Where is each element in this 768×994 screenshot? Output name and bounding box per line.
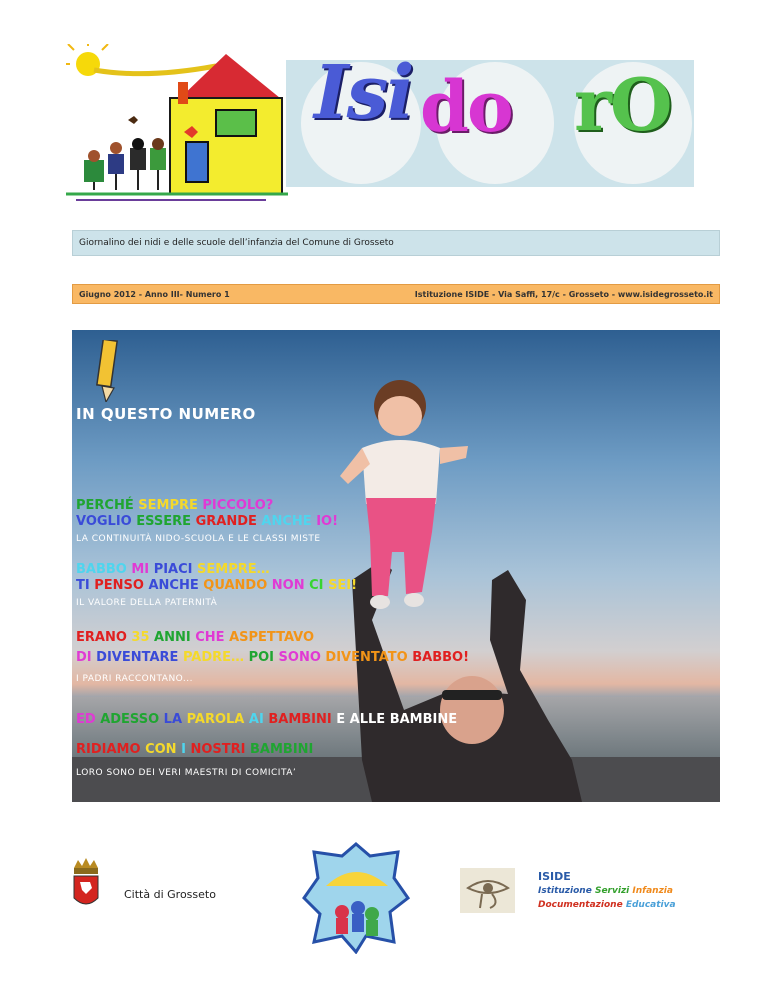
- word: ESSERE: [136, 514, 192, 529]
- word: CHE: [195, 630, 225, 645]
- word: LA: [163, 712, 183, 727]
- word: RIDIAMO: [76, 742, 141, 757]
- word: ED: [76, 712, 96, 727]
- word: DIVENTARE: [96, 650, 179, 665]
- article-5-caption: LORO SONO DEI VERI MAESTRI DI COMICITA’: [76, 768, 297, 778]
- article-3-caption: I PADRI RACCONTANO...: [76, 674, 193, 684]
- word: PIACI: [153, 562, 193, 577]
- word: SONO: [278, 650, 321, 665]
- iside-subtitle-line-2: [538, 900, 676, 910]
- word: SEMPRE: [138, 498, 198, 513]
- word: Istituzione: [538, 886, 592, 896]
- article-2-caption: IL VALORE DELLA PATERNITÀ: [76, 598, 218, 608]
- word: Documentazione: [538, 900, 623, 910]
- word: IO!: [316, 514, 339, 529]
- word: ADESSO: [100, 712, 160, 727]
- word: DIVENTATO: [325, 650, 408, 665]
- baby-figure-image: [340, 376, 470, 612]
- article-1-line-2: [76, 514, 338, 529]
- word: PADRE…: [182, 650, 245, 665]
- word: ANNI: [154, 630, 191, 645]
- word: PAROLA: [186, 712, 245, 727]
- word: ERANO: [76, 630, 127, 645]
- word: I: [181, 742, 186, 757]
- word: GRANDE: [195, 514, 257, 529]
- issue-info-bar: [72, 284, 720, 304]
- word: Educativa: [625, 900, 676, 910]
- in-this-issue-heading: IN QUESTO NUMERO: [76, 405, 256, 423]
- word: E ALLE BAMBINE: [336, 712, 458, 727]
- word: Infanzia: [632, 886, 673, 896]
- article-3-line-1: [76, 630, 314, 645]
- masthead-title-part-3: rO: [574, 62, 671, 147]
- word: CON: [145, 742, 177, 757]
- word: ASPETTAVO: [229, 630, 315, 645]
- iside-subtitle-line-1: [538, 886, 673, 896]
- pencil-icon: [96, 340, 118, 402]
- article-5-line-1: [76, 742, 313, 757]
- word: ANCHE: [148, 578, 199, 593]
- word: AI: [248, 712, 264, 727]
- publisher-address: Istituzione ISIDE - Via Saffi, 17/c - Grosseto - www.isidegrosseto.it: [414, 290, 713, 299]
- issue-date: Giugno 2012 - Anno III- Numero 1: [79, 290, 230, 299]
- word: QUANDO: [203, 578, 268, 593]
- iside-eye-logo: [460, 868, 515, 913]
- article-4-line-1: [76, 712, 457, 727]
- word: SEI!: [328, 578, 358, 593]
- eye-icon: [460, 868, 515, 913]
- word: PERCHÉ: [76, 498, 134, 513]
- word: BAMBINI: [268, 712, 332, 727]
- masthead-title-part-2: do: [420, 65, 512, 148]
- city-name: Città di Grosseto: [124, 888, 216, 901]
- word: BABBO: [76, 562, 127, 577]
- word: CI: [309, 578, 324, 593]
- word: NON: [271, 578, 305, 593]
- word: 35: [131, 630, 150, 645]
- word: VOGLIO: [76, 514, 132, 529]
- subtitle-text: Giornalino dei nidi e delle scuole dell’infanzia del Comune di Grosseto: [79, 238, 394, 248]
- masthead-title-part-1: Isi: [314, 50, 413, 136]
- word: DI: [76, 650, 92, 665]
- article-1-line-1: [76, 498, 273, 513]
- word: POI: [248, 650, 274, 665]
- word: BABBO!: [412, 650, 470, 665]
- article-2-line-2: [76, 578, 357, 593]
- child-drawing-image: [66, 44, 288, 204]
- school-logo-image: [302, 842, 410, 954]
- word: SEMPRE…: [197, 562, 270, 577]
- iside-title: ISIDE: [538, 870, 571, 883]
- word: PICCOLO?: [202, 498, 274, 513]
- word: ANCHE: [261, 514, 312, 529]
- word: PENSO: [94, 578, 144, 593]
- cover-photo: [72, 330, 720, 802]
- word: NOSTRI: [190, 742, 246, 757]
- article-1-caption: LA CONTINUITÀ NIDO-SCUOLA E LE CLASSI MISTE: [76, 534, 321, 544]
- subtitle-bar: [72, 230, 720, 256]
- article-3-line-2: [76, 650, 469, 665]
- article-2-line-1: [76, 562, 270, 577]
- word: BAMBINI: [250, 742, 314, 757]
- city-crest-icon: [72, 858, 100, 910]
- word: MI: [131, 562, 150, 577]
- word: TI: [76, 578, 90, 593]
- word: Servizi: [594, 886, 630, 896]
